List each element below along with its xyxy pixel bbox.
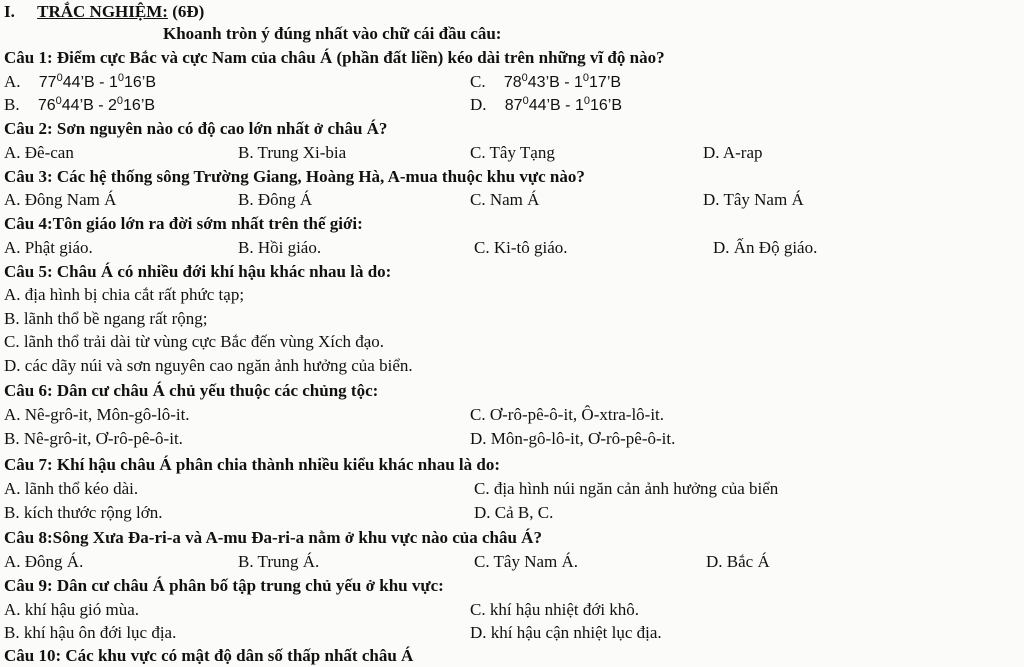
- question-4-option-c[interactable]: C. Ki-tô giáo.: [474, 238, 568, 257]
- question-6-option-d[interactable]: D. Môn-gô-lô-it, Ơ-rô-pê-ô-it.: [470, 429, 676, 448]
- question-7-stem: Câu 7: Khí hậu châu Á phân chia thành nhiều kiểu khác nhau là do:: [4, 455, 501, 474]
- question-7-option-b[interactable]: B. kích thước rộng lớn.: [4, 503, 163, 522]
- question-7-option-a[interactable]: A. lãnh thổ kéo dài.: [4, 479, 139, 498]
- option-letter: D.: [470, 95, 487, 114]
- question-6-stem: Câu 6: Dân cư châu Á chủ yếu thuộc các chủng tộc:: [4, 381, 379, 400]
- question-9-option-b[interactable]: B. khí hậu ôn đới lục địa.: [4, 623, 177, 642]
- question-3-option-d[interactable]: D. Tây Nam Á: [703, 190, 804, 209]
- question-7-option-d[interactable]: D. Cả B, C.: [474, 503, 554, 522]
- question-9-option-a[interactable]: A. khí hậu gió mùa.: [4, 600, 140, 619]
- option-letter: C.: [470, 72, 486, 91]
- question-8-option-b[interactable]: B. Trung Á.: [238, 552, 320, 571]
- question-9-option-d[interactable]: D. khí hậu cận nhiệt lục địa.: [470, 623, 662, 642]
- question-1-option-b[interactable]: [4, 94, 155, 117]
- question-8-option-a[interactable]: A. Đông Á.: [4, 552, 84, 571]
- option-value: $87^044’B$ - $1^016’B$: [504, 95, 622, 114]
- question-4-option-d[interactable]: D. Ấn Độ giáo.: [713, 238, 818, 257]
- question-3-option-b[interactable]: B. Đông Á: [238, 190, 313, 209]
- question-5-option-b[interactable]: B. lãnh thổ bề ngang rất rộng;: [4, 309, 208, 328]
- question-3-option-c[interactable]: C. Nam Á: [470, 190, 540, 209]
- instruction: Khoanh tròn ý đúng nhất vào chữ cái đầu câu:: [163, 24, 502, 43]
- question-3-stem: Câu 3: Các hệ thống sông Trường Giang, Hoàng Hà, A-mua thuộc khu vực nào?: [4, 167, 585, 186]
- question-8-option-c[interactable]: C. Tây Nam Á.: [474, 552, 579, 571]
- question-6-option-a[interactable]: A. Nê-grô-it, Môn-gô-lô-it.: [4, 405, 190, 424]
- question-8-option-d[interactable]: D. Bắc Á: [706, 552, 770, 571]
- option-value: $78^043’B$ - $1^017’B$: [503, 72, 622, 91]
- question-6-option-b[interactable]: B. Nê-grô-it, Ơ-rô-pê-ô-it.: [4, 429, 183, 448]
- question-8-stem: Câu 8:Sông Xưa Đa-ri-a và A-mu Đa-ri-a nằm ở khu vực nào của châu Á?: [4, 528, 542, 547]
- option-letter: B.: [4, 95, 20, 114]
- question-1-option-d[interactable]: [470, 94, 622, 117]
- question-2-option-c[interactable]: C. Tây Tạng: [470, 143, 555, 162]
- question-5-option-d[interactable]: D. các dãy núi và sơn nguyên cao ngăn ảnh hưởng của biển.: [4, 356, 413, 375]
- question-7-option-c[interactable]: C. địa hình núi ngăn cản ảnh hưởng của biển: [474, 479, 779, 498]
- question-3-option-a[interactable]: A. Đông Nam Á: [4, 190, 117, 209]
- question-5-option-a[interactable]: A. địa hình bị chia cắt rất phức tạp;: [4, 285, 245, 304]
- question-4-stem: Câu 4:Tôn giáo lớn ra đời sớm nhất trên thế giới:: [4, 214, 363, 233]
- question-4-option-b[interactable]: B. Hồi giáo.: [238, 238, 322, 257]
- option-letter: A.: [4, 72, 21, 91]
- option-value: $76^044’B$ - $2^016’B$: [37, 95, 156, 114]
- question-1-option-c[interactable]: [470, 71, 621, 94]
- question-5-stem: Câu 5: Châu Á có nhiều đới khí hậu khác nhau là do:: [4, 262, 392, 281]
- section-title: TRẮC NGHIỆM:: [37, 2, 168, 21]
- section-heading: [4, 1, 204, 23]
- question-2-stem: Câu 2: Sơn nguyên nào có độ cao lớn nhất ở châu Á?: [4, 119, 388, 138]
- question-10-stem-partial: Câu 10: Các khu vực có mật độ dân số thấp nhất châu Á: [4, 646, 414, 665]
- question-2-option-b[interactable]: B. Trung Xi-bia: [238, 143, 347, 162]
- question-2-option-d[interactable]: D. A-rap: [703, 143, 763, 162]
- question-1-stem: Câu 1: Điểm cực Bắc và cực Nam của châu Á (phần đất liền) kéo dài trên những vĩ độ nào?: [4, 48, 665, 67]
- section-roman: I.: [4, 2, 15, 21]
- question-9-option-c[interactable]: C. khí hậu nhiệt đới khô.: [470, 600, 640, 619]
- question-2-option-a[interactable]: A. Đê-can: [4, 143, 74, 162]
- option-value: $77^044’B$ - $1^016’B$: [38, 72, 156, 91]
- question-9-stem: Câu 9: Dân cư châu Á phân bố tập trung chủ yếu ở khu vực:: [4, 576, 444, 595]
- question-5-option-c[interactable]: C. lãnh thổ trải dài từ vùng cực Bắc đến vùng Xích đạo.: [4, 332, 385, 351]
- section-points: (6Đ): [172, 2, 205, 21]
- cut-off-line: [0, 645, 1024, 665]
- question-1-option-a[interactable]: [4, 71, 156, 94]
- question-4-option-a[interactable]: A. Phật giáo.: [4, 238, 93, 257]
- question-6-option-c[interactable]: C. Ơ-rô-pê-ô-it, Ô-xtra-lô-it.: [470, 405, 665, 424]
